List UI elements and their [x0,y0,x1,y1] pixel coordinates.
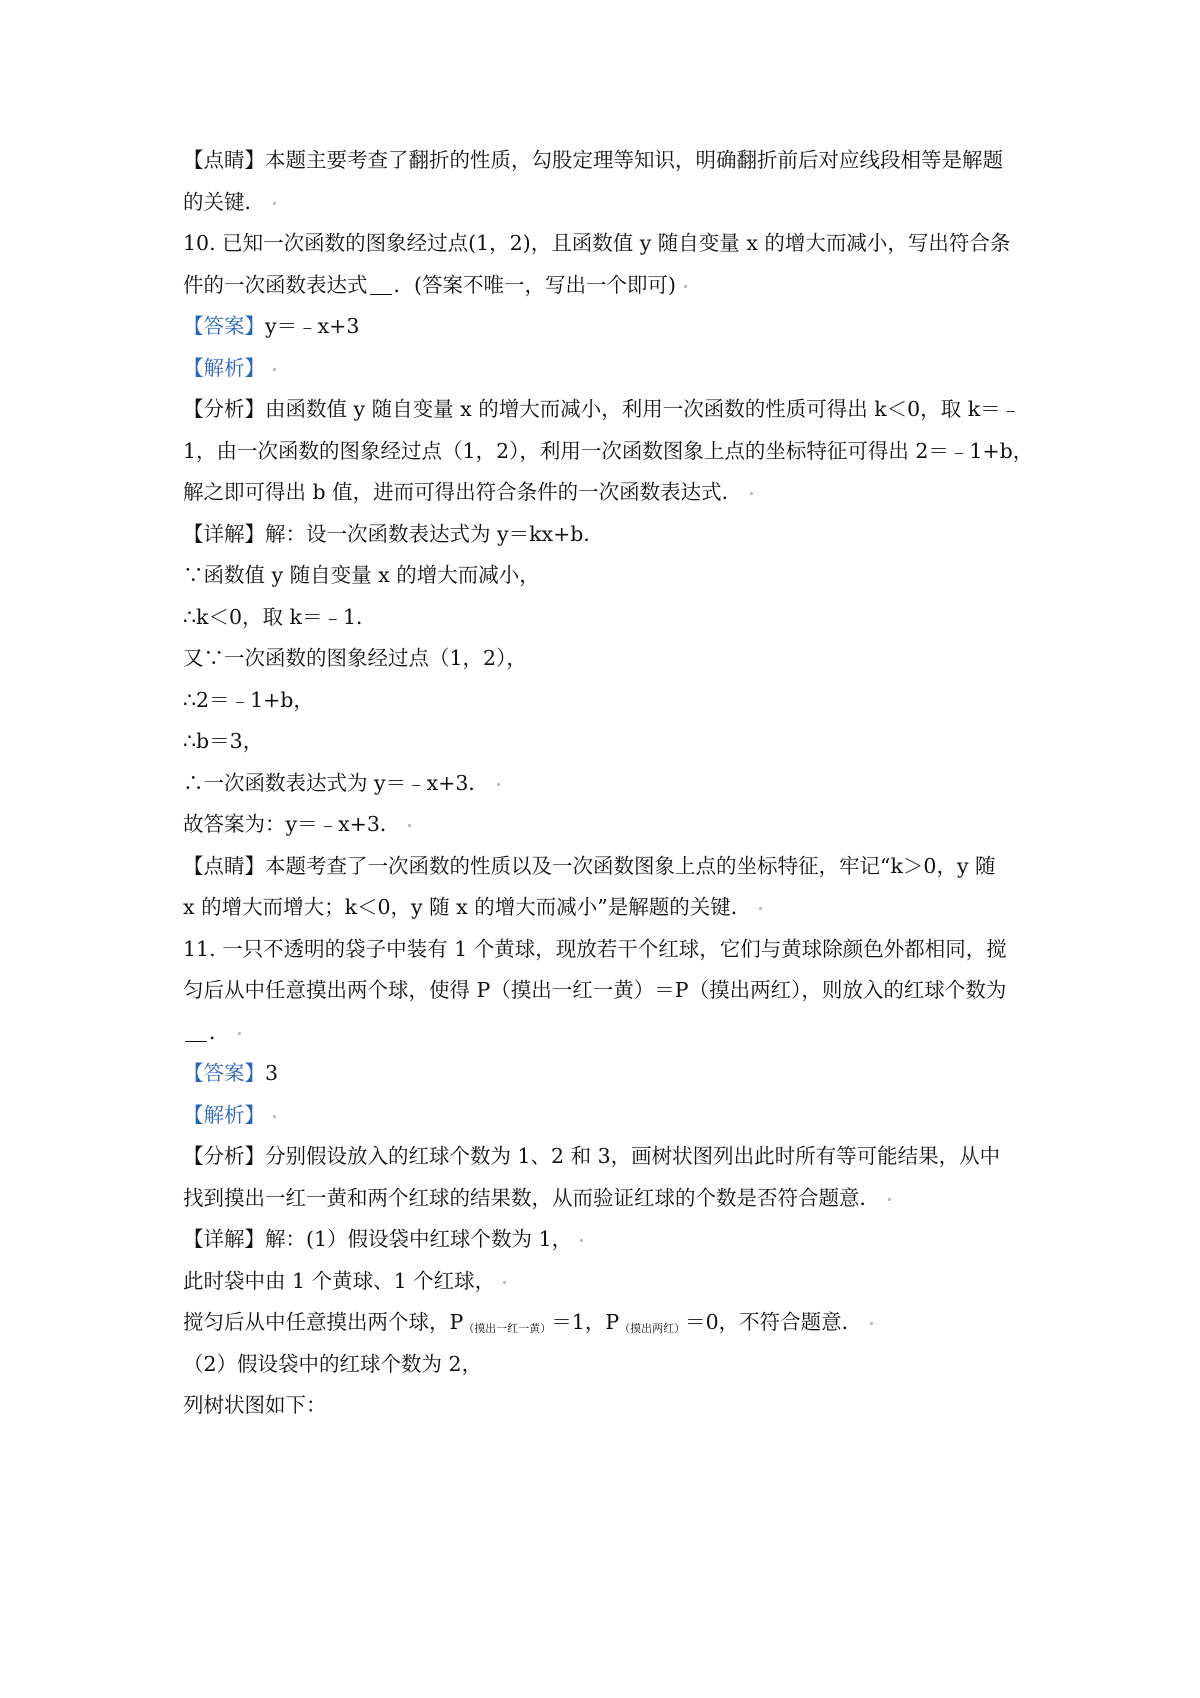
text-line: 找到摸出一红一黄和两个红球的结果数，从而验证红球的个数是否符合题意． [183,1178,1033,1220]
paragraph-mark [273,1115,276,1118]
paragraph-mark [870,1322,873,1325]
paragraph-mark [497,783,500,786]
text-line: 搅匀后从中任意摸出两个球，$P_{(摸出一红一黄)}=1$，$P_{(摸出两红)}=0$，不符合题意． [183,1302,1033,1344]
text-line: 件的一次函数表达式 ．(答案不唯一，写出一个即可) [183,265,1033,307]
answer-text: 3 [265,1061,279,1085]
text-line: 【分析】分别假设放入的红球个数为 1、2 和 3，画树状图列出此时所有等可能结果，从中 [183,1144,1001,1168]
text-line: ∴一次函数表达式为 y＝﹣x+3． [183,763,1033,805]
text-line: 的关键． [183,182,1033,224]
text-line: 匀后从中任意摸出两个球，使得 P（摸出一红一黄）＝P（摸出两红），则放入的红球个数为 [183,978,1007,1002]
text-line: x 的增大而增大；k＜0，y 随 x 的增大而减小”是解题的关键． [183,887,1033,929]
text-line: 此时袋中由 1 个黄球、1 个红球， [183,1261,1033,1303]
text-line: ∵函数值 y 随自变量 x 的增大而减小， [183,563,540,587]
paragraph-mark [273,368,276,371]
text-line: （2）假设袋中的红球个数为 2， [183,1351,483,1376]
answer-label: 【答案】 [183,1061,265,1085]
answer-text: y＝﹣x+3 [265,314,360,338]
text-line: 故答案为：y＝﹣x+3． [183,804,1033,846]
text-line: 【分析】由函数值 y 随自变量 x 的增大而减小，利用一次函数的性质可得出 k＜0，取 k＝﹣ [183,397,1022,421]
paragraph-mark [238,1032,241,1035]
text-line: ∴2＝﹣1+b， [183,687,314,712]
answer-blank [370,276,392,295]
answer-blank [185,1023,207,1042]
question-11-line: 11. 一只不透明的袋子中装有 1 个黄球，现放若干个红球，它们与黄球除颜色外都相同，搅 [183,936,1007,961]
text-line: ∴b＝3， [183,729,264,753]
paragraph-mark [759,907,762,910]
answer-label: 【答案】 [183,314,265,338]
paragraph-mark [684,285,687,288]
text-line: 1，由一次函数的图象经过点（1，2），利用一次函数图象上点的坐标特征可得出 2＝﹣1+b， [183,438,1033,463]
text-line: 【详解】解：设一次函数表达式为 y＝kx+b． [183,521,604,546]
answer-line [183,1053,1033,1095]
paragraph-mark [750,492,753,495]
text-line: 【详解】解：(1）假设袋中红球个数为 1， [183,1219,1033,1261]
text-line: 【点睛】本题主要考查了翻折的性质，勾股定理等知识，明确翻折前后对应线段相等是解题 [183,148,1003,172]
paragraph-mark [273,202,276,205]
paragraph-mark [888,1198,891,1201]
answer-line [183,306,1033,348]
text-line: 列树状图如下： [183,1393,327,1417]
paragraph-mark [503,1281,506,1284]
text-line: ． [183,1012,1033,1054]
paragraph-mark [580,1239,583,1242]
document-body [183,140,1033,1427]
question-10-line: 10. 已知一次函数的图象经过点(1，2)，且函数值 y 随自变量 x 的增大而减小，写出符合条 [183,231,1011,255]
text-line: 解之即可得出 b 值，进而可得出符合条件的一次函数表达式． [183,472,1033,514]
analysis-heading: 【解析】 [183,1095,1033,1137]
text-line: ∴k＜0，取 k＝﹣1． [183,604,377,629]
paragraph-mark [408,824,411,827]
analysis-heading: 【解析】 [183,348,1033,390]
text-line: 又∵一次函数的图象经过点（1，2）， [183,646,527,670]
text-line: 【点睛】本题考查了一次函数的性质以及一次函数图象上点的坐标特征，牢记“k＞0，y 随 [183,853,996,878]
